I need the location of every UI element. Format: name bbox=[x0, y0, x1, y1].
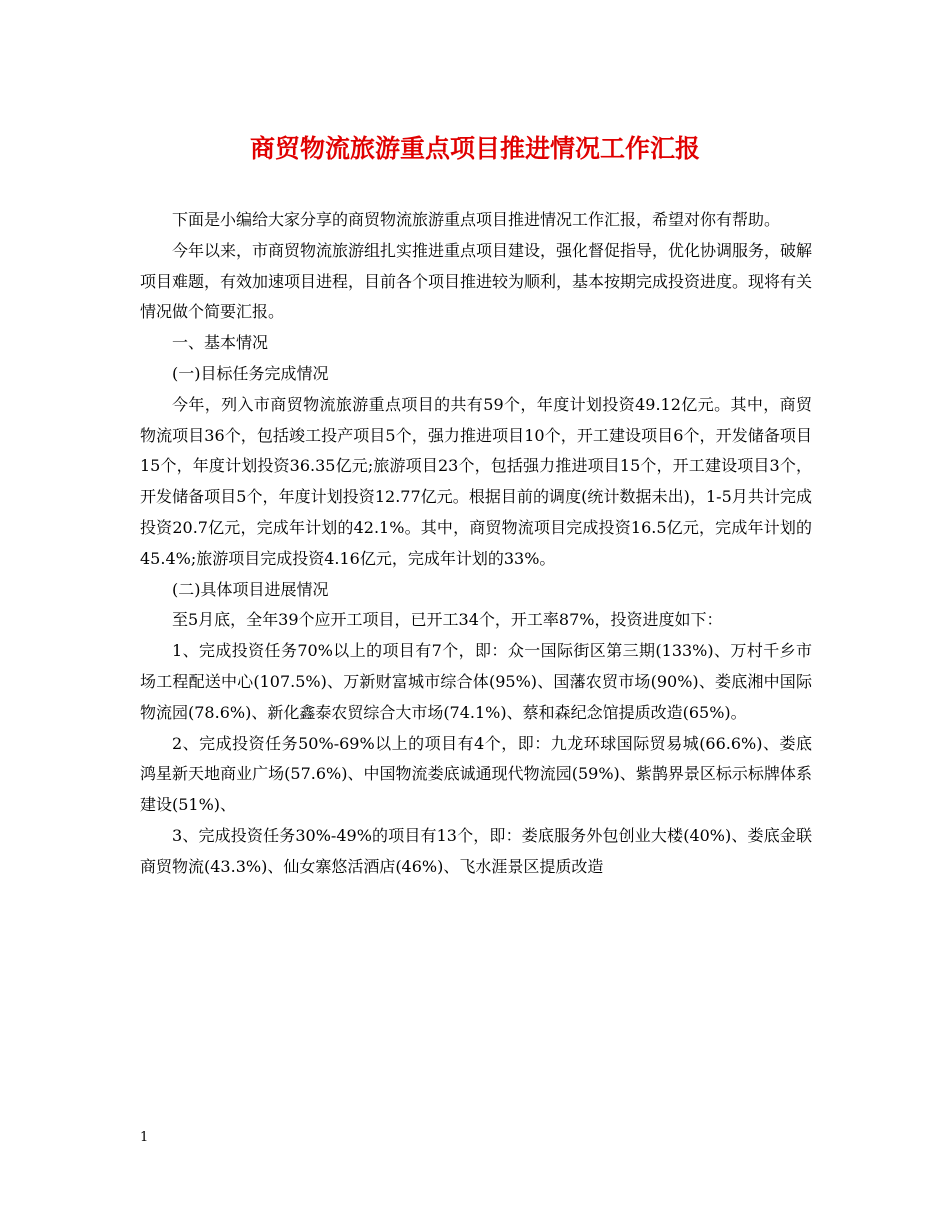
subsection-heading-progress: (二)具体项目进展情况 bbox=[172, 579, 329, 599]
page-number: 1 bbox=[140, 1130, 149, 1145]
paragraph-overview: 今年以来，市商贸物流旅游组扎实推进重点项目建设，强化督促指导，优化协调服务，破解项目难题，有效加速项目进程，目前各个项目推进较为顺利，基本按期完成投资进度。现将有关情况做个简要汇报。 bbox=[140, 240, 813, 322]
paragraph-item-1: 1、完成投资任务70%以上的项目有7个，即：众一国际街区第三期(133%)、万村千乡市场工程配送中心(107.5%)、万新财富城市综合体(95%)、国藩农贸市场(90%)、娄底湘中国际物流园(78.6%)、新化鑫泰农贸综合大市场(74.1%)、蔡和森纪念馆提质改造(65%)。 bbox=[140, 641, 812, 722]
paragraph-progress-summary: 至5月底，全年39个应开工项目，已开工34个，开工率87%，投资进度如下： bbox=[172, 610, 723, 630]
document-title: 商贸物流旅游重点项目推进情况工作汇报 bbox=[249, 134, 700, 163]
subsection-heading-targets: (一)目标任务完成情况 bbox=[172, 363, 329, 383]
paragraph-intro: 下面是小编给大家分享的商贸物流旅游重点项目推进情况工作汇报，希望对你有帮助。 bbox=[172, 210, 781, 229]
paragraph-targets: 今年，列入市商贸物流旅游重点项目的共有59个，年度计划投资49.12亿元。其中，商贸物流项目36个，包括竣工投产项目5个，强力推进项目10个，开工建设项目6个，开发储备项目15个，年度计划投资36.35亿元;旅游项目23个，包括强力推进项目15个，开工建设项目3个，开发储备项目5个，年度计划投资12.77亿元。根据目前的调度(统计数据未出)，1-5月共计完成投资20.7亿元，完成年计划的42.1%。其中，商贸物流项目完成投资16.5亿元，完成年计划的45.4%;旅游项目完成投资4.16亿元，完成年计划的33%。 bbox=[140, 394, 812, 568]
paragraph-item-3: 3、完成投资任务30%-49%的项目有13个，即：娄底服务外包创业大楼(40%)、娄底金联商贸物流(43.3%)、仙女寨悠活酒店(46%)、飞水涯景区提质改造 bbox=[140, 825, 812, 876]
paragraph-item-2: 2、完成投资任务50%-69%以上的项目有4个，即：九龙环球国际贸易城(66.6%)、娄底鸿星新天地商业广场(57.6%)、中国物流娄底诚通现代物流园(59%)、紫鹊界景区标示标牌体系建设(51%)、 bbox=[140, 733, 812, 815]
document-body bbox=[140, 205, 812, 883]
section-heading-basic: 一、基本情况 bbox=[172, 333, 269, 353]
